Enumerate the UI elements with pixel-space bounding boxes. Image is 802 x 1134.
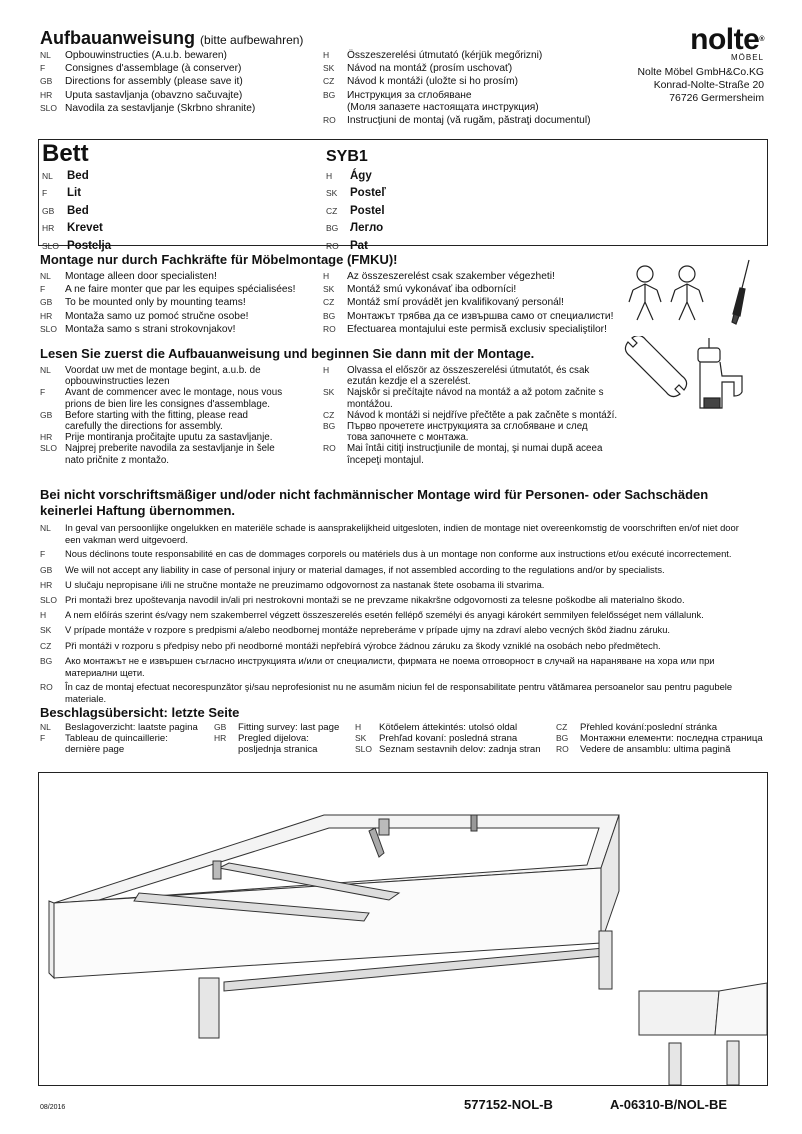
lang-text: Монтажът трябва да се извършва само от специалисти!	[347, 310, 614, 322]
product-name-line	[326, 202, 386, 219]
section1-right	[323, 270, 613, 336]
liability-item	[40, 640, 775, 652]
liability-item	[40, 681, 775, 704]
lang-text: Opbouwinstructies (A.u.b. bewaren)	[65, 50, 227, 61]
lang-text: Navodila za sestavljanje (Skrbno shranite)	[65, 102, 256, 114]
instruction-item	[323, 421, 617, 443]
section-heading-fittings: Beschlagsübersicht: letzte Seite	[40, 705, 240, 720]
lang-text: Efectuarea montajului este permisă exclusiv specialiştilor!	[347, 323, 607, 335]
fittings-line	[214, 722, 339, 733]
lang-line	[323, 323, 613, 336]
product-name-line	[326, 167, 386, 184]
instruction-text: Mai întâi citiţi instrucţiunile de montaj, şi numai după aceea	[347, 443, 603, 455]
lang-code: H	[323, 271, 330, 281]
instruction-text: това започнете с монтажа.	[347, 432, 469, 444]
liability-item	[40, 564, 775, 576]
product-name-translation: Postelja	[67, 239, 112, 252]
section-heading-fmku: Montage nur durch Fachkräfte für Möbelmontage (FMKU)!	[40, 252, 398, 267]
product-name-translation: Krevet	[67, 222, 103, 235]
lang-code: CZ	[326, 205, 338, 216]
lang-code: H	[40, 610, 47, 621]
liability-text: Pri montaži brez upoštevanja navodil in/ali pri nestrokovni montaži se ne prevzame nikakršne odgovornosti za telesne poškodbe ali materialno škodo.	[65, 594, 685, 606]
lang-line	[323, 102, 590, 114]
lang-code: SLO	[42, 240, 60, 251]
fittings-line	[40, 744, 198, 755]
document-title	[40, 28, 303, 49]
instruction-text: Olvassa el először az összeszerelési útmutatót, és csak	[347, 365, 590, 376]
lang-code: RO	[556, 744, 569, 755]
lang-code: RO	[323, 115, 336, 126]
lang-text: Návod k montáži (uložte si ho prosím)	[347, 76, 518, 88]
instruction-text: montážou.	[347, 398, 393, 410]
fittings-line	[40, 733, 198, 744]
lang-code: GB	[40, 564, 53, 575]
product-names-left	[42, 167, 111, 254]
instruction-text: Prije montiranja pročitajte uputu za sastavljanje.	[65, 432, 273, 444]
product-name-translation: Bed	[67, 170, 89, 182]
fittings-line	[214, 744, 339, 755]
lang-code: HR	[40, 432, 53, 443]
instruction-item	[323, 387, 617, 409]
lang-code: SLO	[40, 102, 58, 113]
lang-code: F	[40, 387, 46, 398]
fittings-text: Seznam sestavnih delov: zadnja stran	[379, 744, 541, 756]
fittings-text: Tableau de quincaillerie:	[65, 733, 168, 745]
liability-text: We will not accept any liability in case of personal injury or material damages, if not assembled according to the regulations and/or by specialists.	[65, 563, 665, 575]
fittings-col-2	[214, 722, 339, 756]
liability-item	[40, 548, 775, 560]
fittings-line	[214, 733, 339, 744]
lang-code: SLO	[355, 744, 373, 755]
fittings-text: Pregled dijelova:	[238, 733, 309, 745]
registered-mark: ®	[759, 36, 764, 43]
lang-code: NL	[40, 722, 51, 732]
liability-item	[40, 609, 775, 621]
lang-code: GB	[40, 76, 53, 87]
fittings-text: Přehled kování:poslední stránka	[580, 722, 718, 733]
lang-text: Montaža samo uz pomoć stručne osobe!	[65, 310, 249, 322]
footer-date: 08/2016	[40, 1104, 66, 1111]
liability-text: materiale.	[65, 693, 107, 705]
lang-code: NL	[40, 365, 51, 375]
section1-left	[40, 270, 296, 336]
fittings-line	[556, 722, 763, 733]
lang-text: Directions for assembly (please save it)	[65, 76, 243, 88]
lang-line	[40, 310, 296, 323]
lang-text: Návod na montáž (prosím uschovať)	[347, 63, 513, 75]
instruction-text: opbouwinstructies lezen	[65, 376, 170, 388]
fittings-text: Kötőelem áttekintés: utolsó oldal	[379, 722, 518, 733]
lang-line	[40, 323, 296, 336]
lang-text: Montaža samo s strani strokovnjakov!	[65, 323, 236, 335]
lang-code: GB	[42, 205, 55, 216]
liability-text: Nous déclinons toute responsabilité en cas de dommages corporels ou matériels dus à un montage non conforme aux instructions et/ou exécuté incorrectement.	[65, 548, 732, 560]
lang-code: F	[40, 63, 46, 74]
instruction-text: Първо прочетете инструкцията за сглобяване и след	[347, 421, 588, 433]
lang-code: CZ	[323, 409, 335, 420]
lang-code: H	[323, 365, 330, 375]
lang-code: H	[323, 50, 330, 60]
lang-line	[323, 296, 613, 309]
liability-text: V prípade montáže v rozpore s predpismi a/alebo neodbornej montáže nepreberáme v prípade ujmy na zdraví alebo vecných škôd žiadnu záruku.	[65, 624, 671, 636]
lang-code: NL	[40, 523, 51, 533]
lang-text: Összeszerelési útmutató (kérjük megőrizni)	[347, 50, 543, 61]
lang-text: A ne faire monter que par les equipes spécialisées!	[65, 284, 296, 296]
product-name-line	[42, 219, 111, 236]
screwdriver-icon	[728, 258, 754, 328]
lang-line	[40, 102, 255, 115]
lang-line	[323, 62, 590, 75]
fittings-text: Vedere de ansamblu: ultima pagină	[580, 744, 731, 756]
header-left-languages	[40, 49, 255, 115]
company-block	[637, 23, 764, 105]
lang-code: H	[326, 171, 333, 181]
title-text: Aufbauanweisung	[40, 28, 196, 48]
fittings-text: dernière page	[65, 744, 125, 756]
lang-code: F	[42, 188, 48, 199]
product-name-translation: Postel	[350, 204, 385, 217]
lang-code: BG	[556, 733, 569, 744]
product-name-translation: Легло	[350, 222, 384, 235]
liability-text: материални щети.	[65, 667, 145, 679]
logo-subtitle: MÖBEL	[730, 53, 764, 62]
lang-line	[40, 75, 255, 88]
section-heading-read-first: Lesen Sie zuerst die Aufbauanweisung und beginnen Sie dann mit der Montage.	[40, 346, 535, 361]
lang-line	[323, 310, 613, 323]
lang-code: SK	[323, 63, 335, 74]
instruction-text: carefully the directions for assembly.	[65, 421, 223, 433]
lang-code: SK	[40, 625, 52, 636]
lang-code: F	[40, 549, 46, 560]
product-name-translation: Bed	[67, 204, 89, 217]
liability-item	[40, 624, 775, 636]
fittings-text: posljednja stranica	[238, 744, 318, 756]
lang-text: Instrucţiuni de montaj (vă rugăm, păstraţi documentul)	[347, 115, 591, 127]
liability-text: A nem előírás szerint és/vagy nem szakemberrel végzett összeszerelés esetén fellépő személyi és anyagi károkért semmilyen felelősséget nem vállalunk.	[65, 609, 704, 621]
lang-line	[40, 89, 255, 102]
lang-code: SLO	[40, 595, 58, 606]
fittings-col-3	[355, 722, 541, 756]
lang-code: BG	[323, 310, 336, 321]
instruction-text: Najprej preberite navodila za sestavljanje in šele	[65, 443, 275, 455]
lang-line	[40, 62, 255, 75]
product-name-translation: Posteľ	[350, 187, 386, 200]
instruction-item	[323, 443, 617, 465]
liability-text: In geval van persoonlijke ongelukken en materiële schade is aansprakelijkheid uitgesloten, indien de montage niet overeenkomstig de voorschriften en/of niet door	[65, 522, 739, 533]
bed-illustration-frame	[38, 772, 768, 1086]
product-name-line	[42, 184, 111, 201]
lang-text: (Моля запазете настоящата инструкция)	[347, 101, 539, 113]
fittings-col-1	[40, 722, 198, 756]
lang-text: Montage alleen door specialisten!	[65, 271, 217, 282]
lang-text: Consignes d'assemblage (à conserver)	[65, 63, 242, 75]
lang-code: HR	[40, 89, 53, 100]
instruction-text: prions de bien lire les consignes d'assemblage.	[65, 398, 271, 410]
fittings-line	[355, 733, 541, 744]
fittings-line	[355, 722, 541, 733]
product-name: Bett	[42, 140, 89, 167]
lang-code: SK	[326, 188, 338, 199]
product-name-line	[42, 202, 111, 219]
section-heading-liability	[40, 487, 770, 519]
lang-code: GB	[214, 722, 227, 732]
lang-code: CZ	[323, 76, 335, 87]
liability-text: Při montáži v rozporu s předpisy nebo při neodborné montáži nepřebírá výrobce žádnou záruku za škody vzniklé na osobách nebo předmětech.	[65, 639, 661, 651]
lang-code: NL	[40, 271, 51, 281]
product-name-translation: Ágy	[350, 170, 372, 182]
fittings-text: Fitting survey: last page	[238, 722, 340, 733]
section2-right	[323, 365, 617, 466]
lang-line	[40, 283, 296, 296]
title-note: (bitte aufbewahren)	[200, 33, 304, 47]
lang-text: To be mounted only by mounting teams!	[65, 297, 246, 309]
lang-code: SLO	[40, 443, 58, 454]
product-name-line	[326, 219, 386, 236]
fittings-line	[556, 744, 763, 755]
wrench-drill-icon	[622, 336, 762, 416]
fittings-col-4	[556, 722, 763, 756]
lang-line	[323, 89, 590, 102]
lang-line	[40, 49, 255, 62]
footer-article-number: 577152-NOL-B	[464, 1097, 553, 1112]
fittings-line	[556, 733, 763, 744]
lang-code: RO	[323, 323, 336, 334]
liability-item	[40, 594, 775, 606]
instruction-item	[40, 365, 282, 387]
lang-line	[323, 49, 590, 62]
section2-left	[40, 365, 282, 466]
liability-item	[40, 655, 775, 678]
product-name-line	[326, 184, 386, 201]
instruction-text: Návod k montáži si nejdříve přečtěte a pak začněte s montáží.	[347, 409, 618, 421]
product-box	[38, 139, 768, 252]
two-persons-icon	[625, 262, 735, 324]
company-address	[638, 66, 764, 105]
instruction-item	[40, 387, 282, 409]
lang-code: GB	[40, 409, 53, 420]
lang-text: Montáž smú vykonávať iba odborníci!	[347, 284, 517, 296]
product-code: SYB1	[326, 148, 368, 165]
lang-code: CZ	[40, 640, 52, 651]
lang-code: BG	[326, 223, 339, 234]
liability-heading-line: Bei nicht vorschriftsmäßiger und/oder nicht fachmännischer Montage wird für Personen- oder Sachschäden	[40, 487, 709, 502]
instruction-text: începeţi montajul.	[347, 454, 424, 466]
lang-code: RO	[40, 682, 53, 693]
instruction-item	[40, 410, 282, 432]
lang-code: HR	[42, 223, 55, 234]
lang-code: H	[355, 722, 362, 732]
address-line: Nolte Möbel GmbH&Co.KG	[637, 67, 764, 78]
lang-code: BG	[323, 421, 336, 432]
liability-text: een vakman werd uitgevoerd.	[65, 534, 188, 546]
lang-line	[323, 114, 590, 127]
liability-text: În caz de montaj efectuat necorespunzător şi/sau neprofesionist nu ne asumăm niciun fel de responsabilitate pentru vătămarea persoanelor sau pentru pagubele	[65, 681, 733, 693]
instruction-item	[323, 410, 617, 421]
lang-code: SK	[355, 733, 367, 744]
lang-code: GB	[40, 297, 53, 308]
lang-code: BG	[323, 89, 336, 100]
product-name-line	[42, 167, 111, 184]
instruction-text: Avant de commencer avec le montage, nous vous	[65, 387, 283, 399]
instruction-text: ezután kezdje el a szerelést.	[347, 376, 471, 388]
instruction-text: Najskôr si prečítajte návod na montáž a až potom začnite s	[347, 387, 604, 399]
instruction-item	[40, 432, 282, 443]
lang-code: F	[40, 284, 46, 295]
lang-line	[323, 283, 613, 296]
liability-heading-line: keinerlei Haftung übernommen.	[40, 503, 236, 518]
lang-text: Uputa sastavljanja (obavzno sačuvajte)	[65, 89, 243, 101]
lang-code: CZ	[323, 297, 335, 308]
lang-code: F	[40, 733, 46, 744]
fittings-line	[40, 722, 198, 733]
lang-code: HR	[40, 579, 53, 590]
lang-code: RO	[326, 240, 339, 251]
lang-code: NL	[40, 50, 51, 60]
product-name-translation: Lit	[67, 187, 82, 200]
liability-text: Ако монтажът не е извършен съгласно инструкцията и/или от специалисти, фирмата не поема отговорност в случай на нараняване на хора или при	[65, 654, 715, 666]
liability-list	[40, 522, 775, 705]
lang-code: NL	[42, 171, 53, 181]
lang-line	[323, 270, 613, 283]
lang-text: Az összeszerelést csak szakember végezheti!	[347, 271, 555, 282]
lang-code: SK	[323, 284, 335, 295]
lang-line	[40, 296, 296, 309]
address-line: Konrad-Nolte-Straße 20	[653, 80, 764, 91]
product-names-right	[326, 167, 386, 254]
bed-illustration	[39, 773, 767, 1085]
instruction-item	[323, 365, 617, 387]
fittings-text: Prehľad kovaní: posledná strana	[379, 733, 518, 745]
lang-code: CZ	[556, 722, 568, 732]
logo-text: nolte	[690, 23, 760, 56]
footer-document-number: A-06310-B/NOL-BE	[610, 1097, 728, 1112]
instruction-text: Before starting with the fitting, please read	[65, 409, 248, 421]
lang-code: RO	[323, 443, 336, 454]
fittings-text: Монтажни елементи: последна страница	[580, 733, 763, 745]
fittings-line	[355, 744, 541, 755]
lang-line	[40, 270, 296, 283]
lang-code: SK	[323, 387, 335, 398]
lang-line	[323, 75, 590, 88]
lang-code: HR	[214, 733, 227, 744]
instruction-item	[40, 443, 282, 465]
lang-code: SLO	[40, 323, 58, 334]
liability-item	[40, 522, 775, 545]
liability-item	[40, 579, 775, 591]
fittings-text: Beslagoverzicht: laatste pagina	[65, 722, 198, 733]
lang-code: HR	[40, 310, 53, 321]
product-name-translation: Pat	[350, 239, 368, 252]
liability-text: U slučaju nepropisane i/ili ne stručne montaže ne preuzimamo odgovornost za nastanak štete osobama ili stvarima.	[65, 578, 545, 590]
address-line: 76726 Germersheim	[669, 93, 764, 104]
instruction-text: nato pričnite z montažo.	[65, 454, 170, 466]
header-right-languages	[323, 49, 590, 127]
lang-code: BG	[40, 655, 53, 666]
instruction-text: Voordat uw met de montage begint, a.u.b. de	[65, 365, 261, 376]
nolte-logo	[638, 23, 764, 56]
lang-text: Инструкция за сглобяване	[347, 89, 472, 101]
lang-text: Montáž smí provádět jen kvalifikovaný personál!	[347, 297, 564, 309]
